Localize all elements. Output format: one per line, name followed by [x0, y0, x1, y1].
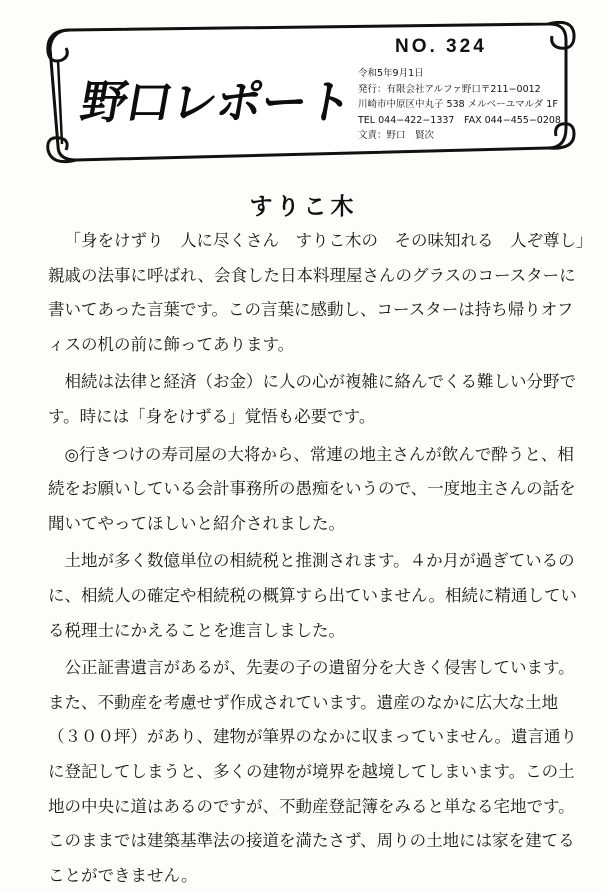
publisher-info	[358, 66, 561, 144]
publisher-phone-fax: TEL 044−422−1337 FAX 044−455−0208	[358, 114, 561, 126]
article-paragraph: 土地が多く数億単位の相続税と推測されます。４か月が過ぎているのに、相続人の確定や相続税の概算すら出ていません。相続に精通している税理士にかえることを進言しました。	[48, 551, 577, 640]
article-paragraph: 「身をけずり 人に尽くさん すりこ木の その味知れる 人ぞ尊し」親戚の法事に呼ばれ、会食した日本料理屋さんのグラスのコースターに書いてあった言葉です。この言葉に感動し、コースターは持ち帰りオフィスの机の前に飾ってあります。	[48, 231, 585, 354]
issue-date: 令和5年9月1日	[358, 68, 424, 79]
article-body	[48, 224, 588, 893]
article-paragraph: 相続は法律と経済（お金）に人の心が複雑に絡んでくる難しい分野です。時には「身をけずる」覚悟も必要です。	[48, 372, 576, 426]
author-responsibility: 文責：野口 賢次	[358, 130, 435, 141]
article-title: すりこ木	[249, 194, 358, 220]
publisher-address: 発行：有限会社アルファ野口〒211−0012	[358, 83, 541, 95]
report-logo: 野口レポート	[76, 75, 357, 129]
issue-number: NO. 324	[395, 36, 487, 57]
article-paragraph: ◎行きつけの寿司屋の大将から、常連の地主さんが飲んで酔うと、相続をお願いしている会計事務所の愚痴をいうので、一度地主さんの話を聞いてやってほしいと紹介されました。	[48, 444, 576, 533]
publisher-address-line2: 川崎市中原区中丸子 538 メルベーユマルダ 1F	[358, 99, 558, 110]
article-paragraph: 公正証書遺言があるが、先妻の子の遺留分を大きく侵害しています。また、不動産を考慮せず作成されています。遺産のなかに広大な土地（３００坪）があり、建物が筆界のなかに収まっていません。遺言通りに登記してしまうと、多くの建物が境界を越境してしまいます。この土地の中央に道はあるのですが、不動産登記簿をみると単なる宅地です。このままでは建築基準法の接道を満たさず、周りの土地には家を建てることができません。	[48, 658, 577, 885]
